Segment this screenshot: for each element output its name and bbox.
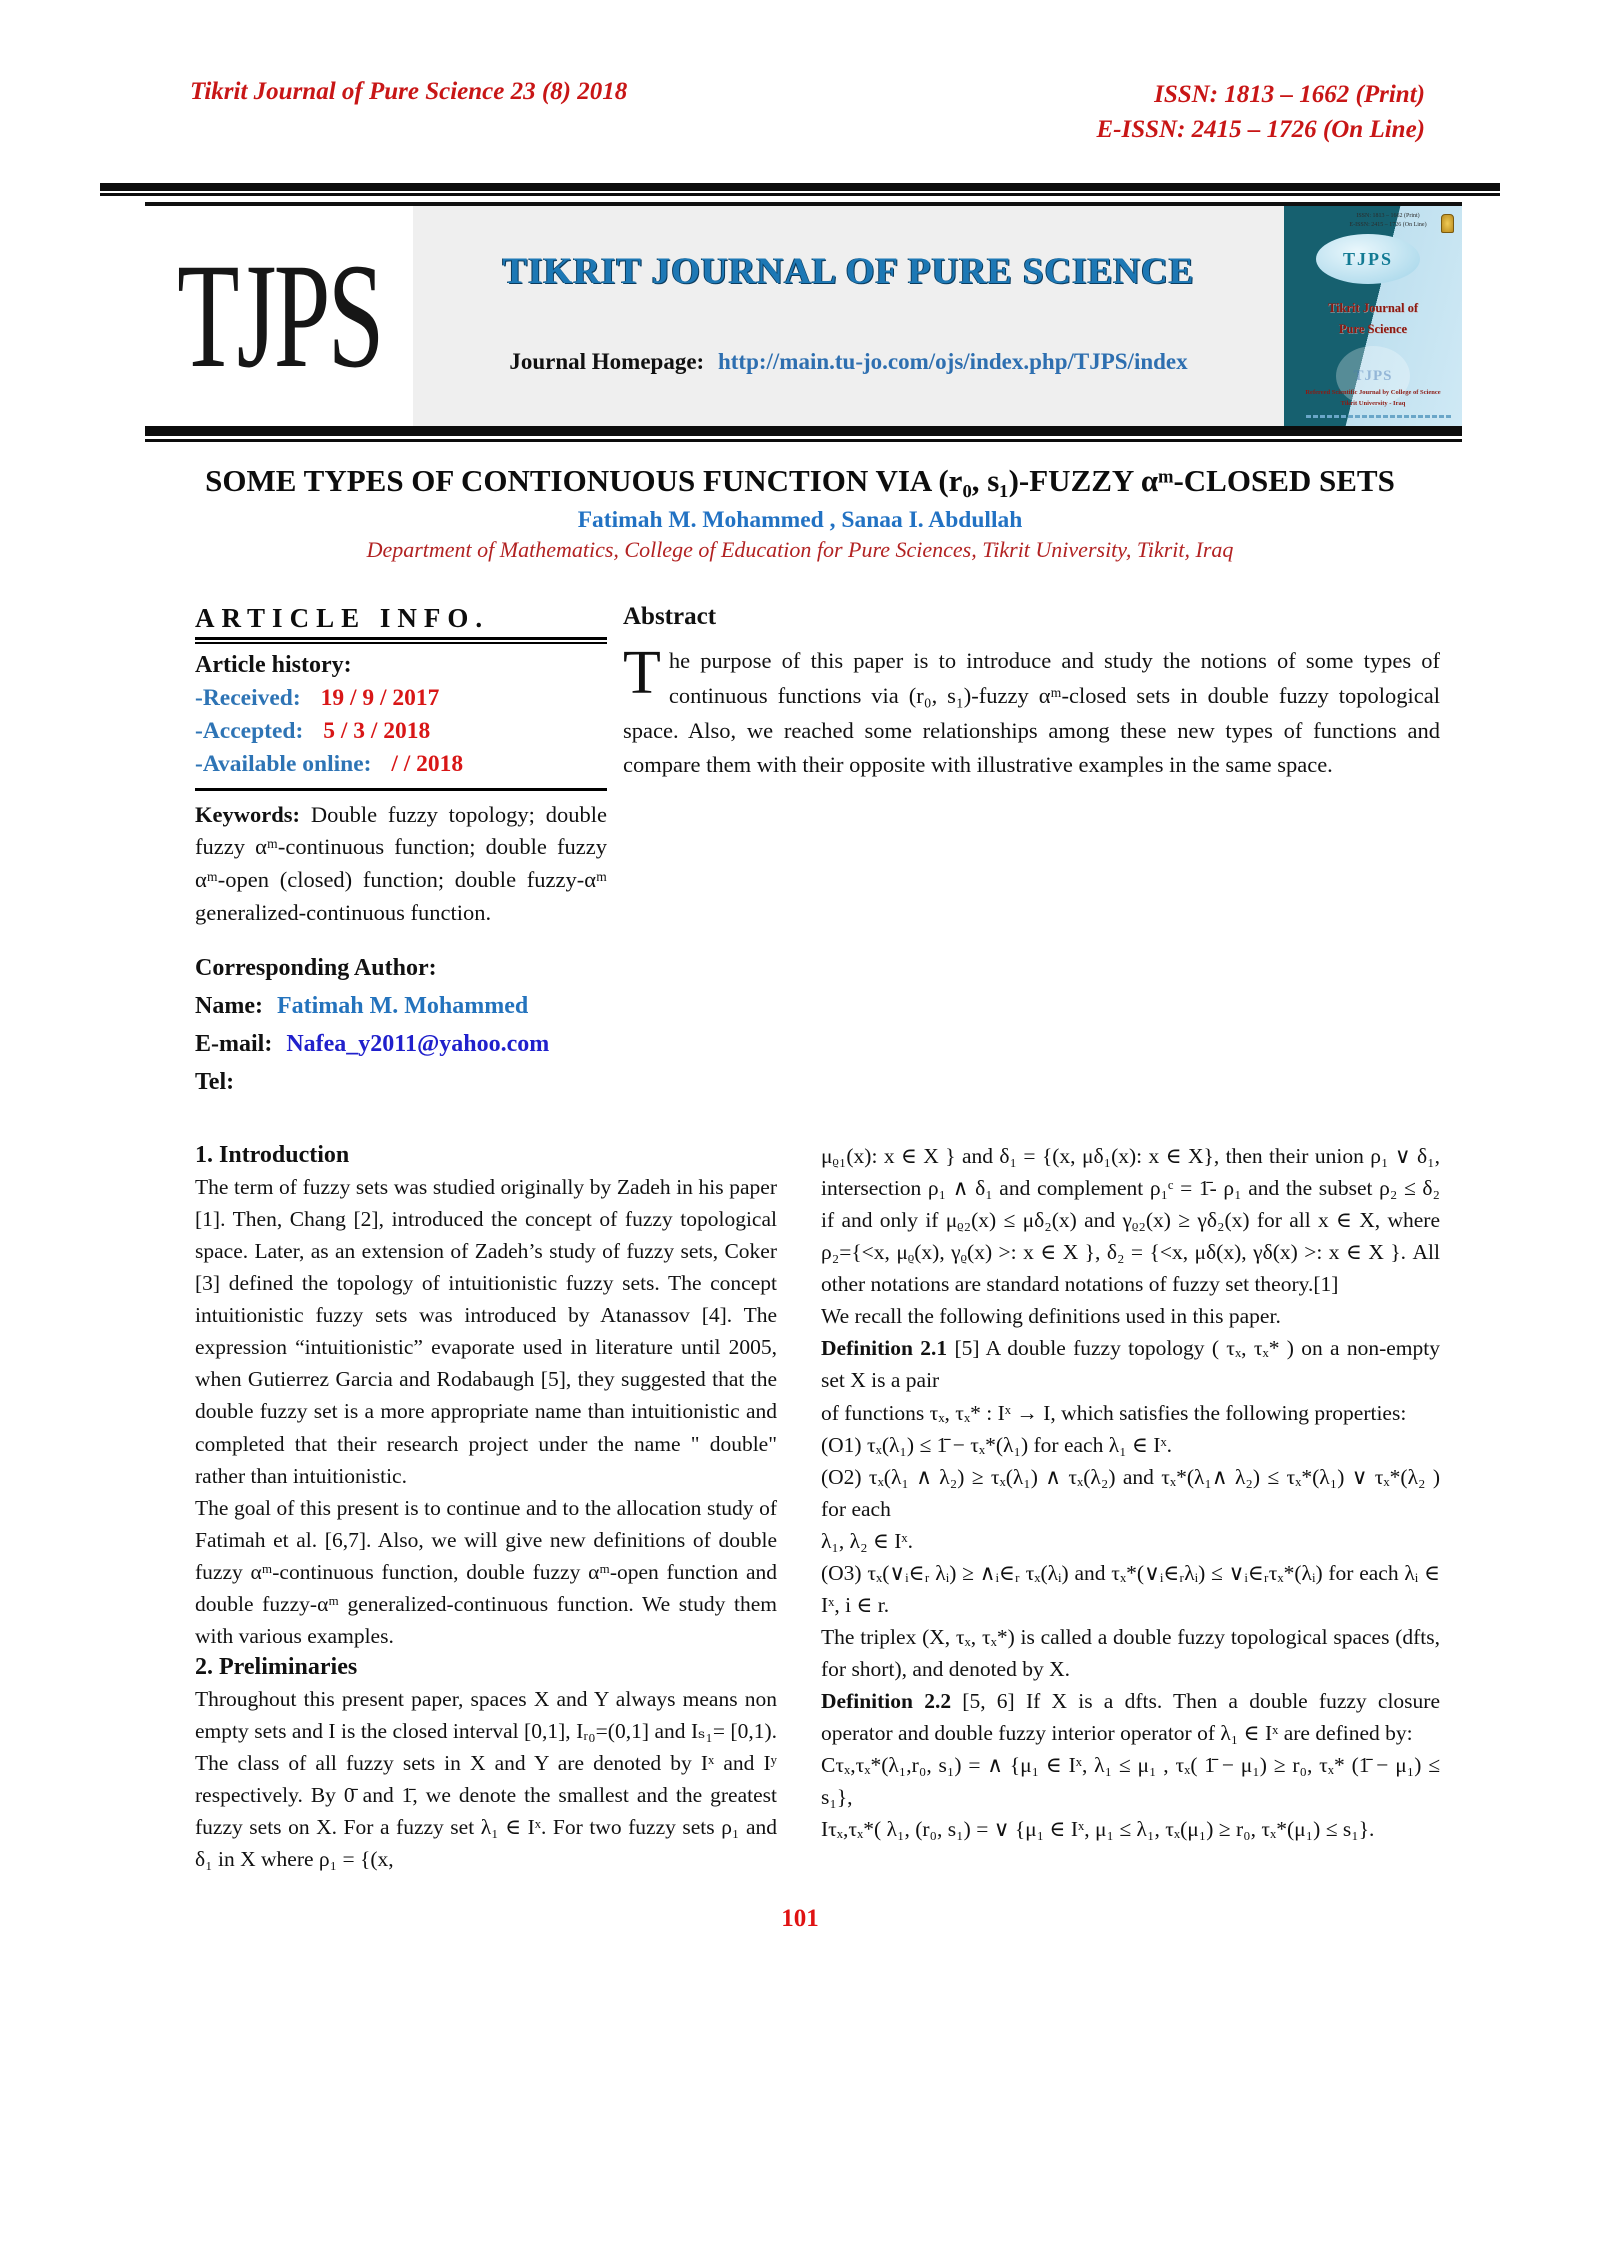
issn-block (1097, 78, 1426, 147)
closure-operator-equation: Cτₓ,τₓ*(λ₁,r₀, s₁) = ∧ {μ₁ ∈ Iˣ, λ₁ ≤ μ₁ , τₓ( 1̄ − μ₁) ≥ r₀, τₓ* (1̄ − μ₁) ≤ s₁}, (821, 1752, 1440, 1809)
available-online-date: / / 2018 (391, 750, 464, 777)
page-header (0, 0, 1600, 147)
info-abstract-row (195, 603, 1440, 1097)
interior-operator-equation: Iτₓ,τₓ*( λ₁, (r₀, s₁) = ∨ {μ₁ ∈ Iˣ, μ₁ ≤ λ₁, τₓ(μ₁) ≥ r₀, τₓ*(μ₁) ≤ s₁}. (821, 1816, 1375, 1841)
article-info-panel (195, 603, 607, 1097)
abstract-heading: Abstract (623, 602, 717, 630)
preliminaries-paragraph-1: Throughout this present paper, spaces X and Y always means non empty sets and I is the closed interval [0,1], Iᵣ₀=(0,1] and Iₛ₁= [0,1). The class of all fuzzy sets in X and Y are denoted by Iˣ and Iʸ respectively. By 0̄ and 1̄, we denote the smallest and the greatest fuzzy sets on X. For a fuzzy set λ₁ ∈ Iˣ. For two fuzzy sets ρ₁ and δ₁ in X where ρ₁ = {(x, (195, 1686, 777, 1871)
journal-cover-thumbnail (1284, 206, 1462, 426)
issn-print: ISSN: 1813 – 1662 (Print) (1154, 81, 1425, 108)
banner-logo-cell (145, 206, 413, 426)
abstract-text: The purpose of this paper is to introduce and study the notions of some types of continuous functions via (r₀, s₁)-fuzzy αᵐ-closed sets in double fuzzy topological space. Also, we reached some relationships among these new types of functions and compare them with their opposite with illustrative examples in the same space. (623, 638, 1440, 778)
right-column (821, 1140, 1440, 1875)
article-history-label: Article history: (195, 651, 352, 678)
homepage-label: Journal Homepage: (509, 349, 705, 374)
introduction-paragraph-2: The goal of this present is to continue and to the allocation study of Fatimah et al. [6,7]. Also, we will give new definitions of double fuzzy αᵐ-continuous function, double fuzzy αᵐ-open function and double fuzzy-αᵐ generalized-continuous function. We study them with various examples. (195, 1495, 777, 1648)
property-o2-continuation: λ₁, λ₂ ∈ Iˣ. (821, 1528, 914, 1553)
author-email-row (195, 1031, 607, 1058)
available-online-row (195, 751, 607, 778)
article-info-heading: ARTICLE INFO. (195, 602, 490, 633)
author-name-row (195, 993, 607, 1020)
paper-authors: Fatimah M. Mohammed , Sanaa I. Abdullah (577, 506, 1023, 533)
keywords-rule (195, 788, 607, 791)
introduction-paragraph-1: The term of fuzzy sets was studied originally by Zadeh in his paper [1]. Then, Chang [2], introduced the concept of fuzzy topological space. Later, as an extension of Zadeh’s study of fuzzy sets, Coker [3] defined the topology of intuitionistic fuzzy sets. The concept intuitionistic fuzzy sets was introduced by Atanassov [4]. The expression “intuitionistic” evaporate used in literature until 2005, when Gutierrez Garcia and Rodabaugh [5], they suggested that the double fuzzy set is a more appropriate name than intuitionistic and completed that their research project under the name " double" rather than intuitionistic. (195, 1175, 777, 1488)
abstract-dropcap: T (623, 638, 661, 707)
definition-2-1: Definition 2.1 [5] A double fuzzy topology ( τₓ, τₓ* ) on a non-empty set X is a pair (821, 1336, 1440, 1393)
university-emblem-icon (1441, 214, 1454, 233)
abstract-panel (623, 603, 1440, 784)
name-value: Fatimah M. Mohammed (276, 993, 529, 1020)
definition-2-2-label: Definition 2.2 (821, 1688, 952, 1713)
definition-2-1-continuation: of functions τₓ, τₓ* : Iˣ → I, which satisfies the following properties: (821, 1400, 1407, 1425)
issn-online: E-ISSN: 2415 – 1726 (On Line) (1096, 115, 1425, 143)
accepted-label: -Accepted: (195, 717, 304, 744)
preliminaries-heading: 2. Preliminaries (195, 1653, 358, 1680)
tel-label: Tel: (195, 1069, 235, 1096)
accepted-date: 5 / 3 / 2018 (323, 717, 431, 744)
definition-2-1-label: Definition 2.1 (821, 1336, 948, 1361)
homepage-line (413, 349, 1284, 375)
banner-center (413, 206, 1284, 426)
email-label: E-mail: (195, 1031, 273, 1058)
banner-journal-title: TIKRIT JOURNAL OF PURE SCIENCE (502, 251, 1195, 292)
tjps-logo: TJPS (176, 233, 382, 399)
received-label: -Received: (195, 684, 301, 711)
keywords-text: Double fuzzy topology; double fuzzy αᵐ-continuous function; double fuzzy αᵐ-open (closed) function; double fuzzy-αᵐ generalized-continuous function. (195, 801, 607, 925)
available-online-label: -Available online: (195, 750, 372, 777)
property-o3: (O3) τₓ(∨ᵢ∈ᵣ λᵢ) ≥ ∧ᵢ∈ᵣ τₓ(λᵢ) and τₓ*(∨ᵢ∈ᵣλᵢ) ≤ ∨ᵢ∈ᵣτₓ*(λᵢ) for each λᵢ ∈ Iˣ, i ∈ r. (821, 1560, 1440, 1617)
property-o2: (O2) τₓ(λ₁ ∧ λ₂) ≥ τₓ(λ₁) ∧ τₓ(λ₂) and τₓ*(λ₁∧ λ₂) ≤ τₓ*(λ₁) ∨ τₓ*(λ₂ ) for each (821, 1464, 1440, 1521)
keywords-label: Keywords: (195, 801, 300, 827)
page-number: 101 (781, 1904, 819, 1932)
definition-2-2: Definition 2.2 [5, 6] If X is a dfts. Then a double fuzzy closure operator and double fuzzy interior operator of λ₁ ∈ Iˣ are defined by: (821, 1688, 1440, 1745)
cover-title: Tikrit Journal of Pure Science (1327, 301, 1419, 337)
email-value-link[interactable]: Nafea_y2011@yahoo.com (286, 1031, 550, 1058)
property-o1: (O1) τₓ(λ₁) ≤ 1̄ − τₓ*(λ₁) for each λ₁ ∈ Iˣ. (821, 1432, 1173, 1457)
introduction-heading: 1. Introduction (195, 1142, 350, 1169)
cover-watermark-logo: TJPS (1336, 346, 1410, 406)
cover-issn-lines: ISSN: 1813 – 1662 (Print) E-ISSN: 2415 – 1726 (On Line) (1349, 213, 1427, 228)
article-info-rule (195, 637, 607, 644)
paper-title: SOME TYPES OF CONTIONUOUS FUNCTION VIA (r₀, s₁)-FUZZY αᵐ-CLOSED SETS (205, 463, 1395, 498)
right-paragraph-1: μᵨ₁(x): x ∈ X } and δ₁ = {(x, μδ₁(x): x ∈ X}, then their union ρ₁ ∨ δ₁, intersection ρ₁ ∧ δ₁ and complement ρ₁ᶜ = 1̄- ρ₁ and the subset ρ₂ ≤ δ₂ if and only if μᵨ₂(x) ≤ μδ₂(x) and γᵨ₂(x) ≥ γδ₂(x) for all x ∈ X, where ρ₂={<x, μᵨ(x), γᵨ(x) >: x ∈ X }, δ₂ = {<x, μδ(x), γδ(x) >: x ∈ X }. All other notations are standard notations of fuzzy set theory.[1] (821, 1144, 1440, 1297)
journal-issue-line: Tikrit Journal of Pure Science 23 (8) 2018 (190, 78, 628, 105)
received-date: 19 / 9 / 2017 (320, 684, 440, 711)
homepage-url-link[interactable]: http://main.tu-jo.com/ojs/index.php/TJPS/index (717, 349, 1188, 374)
cover-fineprint (1306, 415, 1452, 418)
received-row (195, 685, 607, 712)
cover-footer-text: Refereed Scientific Journal by College of Science Tikrit University - Iraq (1305, 388, 1441, 408)
journal-banner (145, 202, 1462, 426)
left-column (195, 1140, 777, 1875)
right-paragraph-2: We recall the following definitions used in this paper. (821, 1304, 1281, 1329)
paper-affiliation: Department of Mathematics, College of Education for Pure Sciences, Tikrit University, Tikrit, Iraq (366, 536, 1234, 562)
name-label: Name: (195, 993, 263, 1020)
cover-tjps-oval: TJPS (1316, 234, 1420, 284)
body-columns (195, 1140, 1440, 1875)
author-tel-row (195, 1069, 607, 1096)
triplex-paragraph: The triplex (X, τₓ, τₓ*) is called a double fuzzy topological spaces (dfts, for short), and denoted by X. (821, 1624, 1440, 1681)
header-rule (100, 183, 1500, 196)
keywords-paragraph (195, 799, 607, 930)
corresponding-author-label: Corresponding Author: (195, 955, 437, 982)
accepted-row (195, 718, 607, 745)
banner-bottom-rule (145, 426, 1462, 442)
